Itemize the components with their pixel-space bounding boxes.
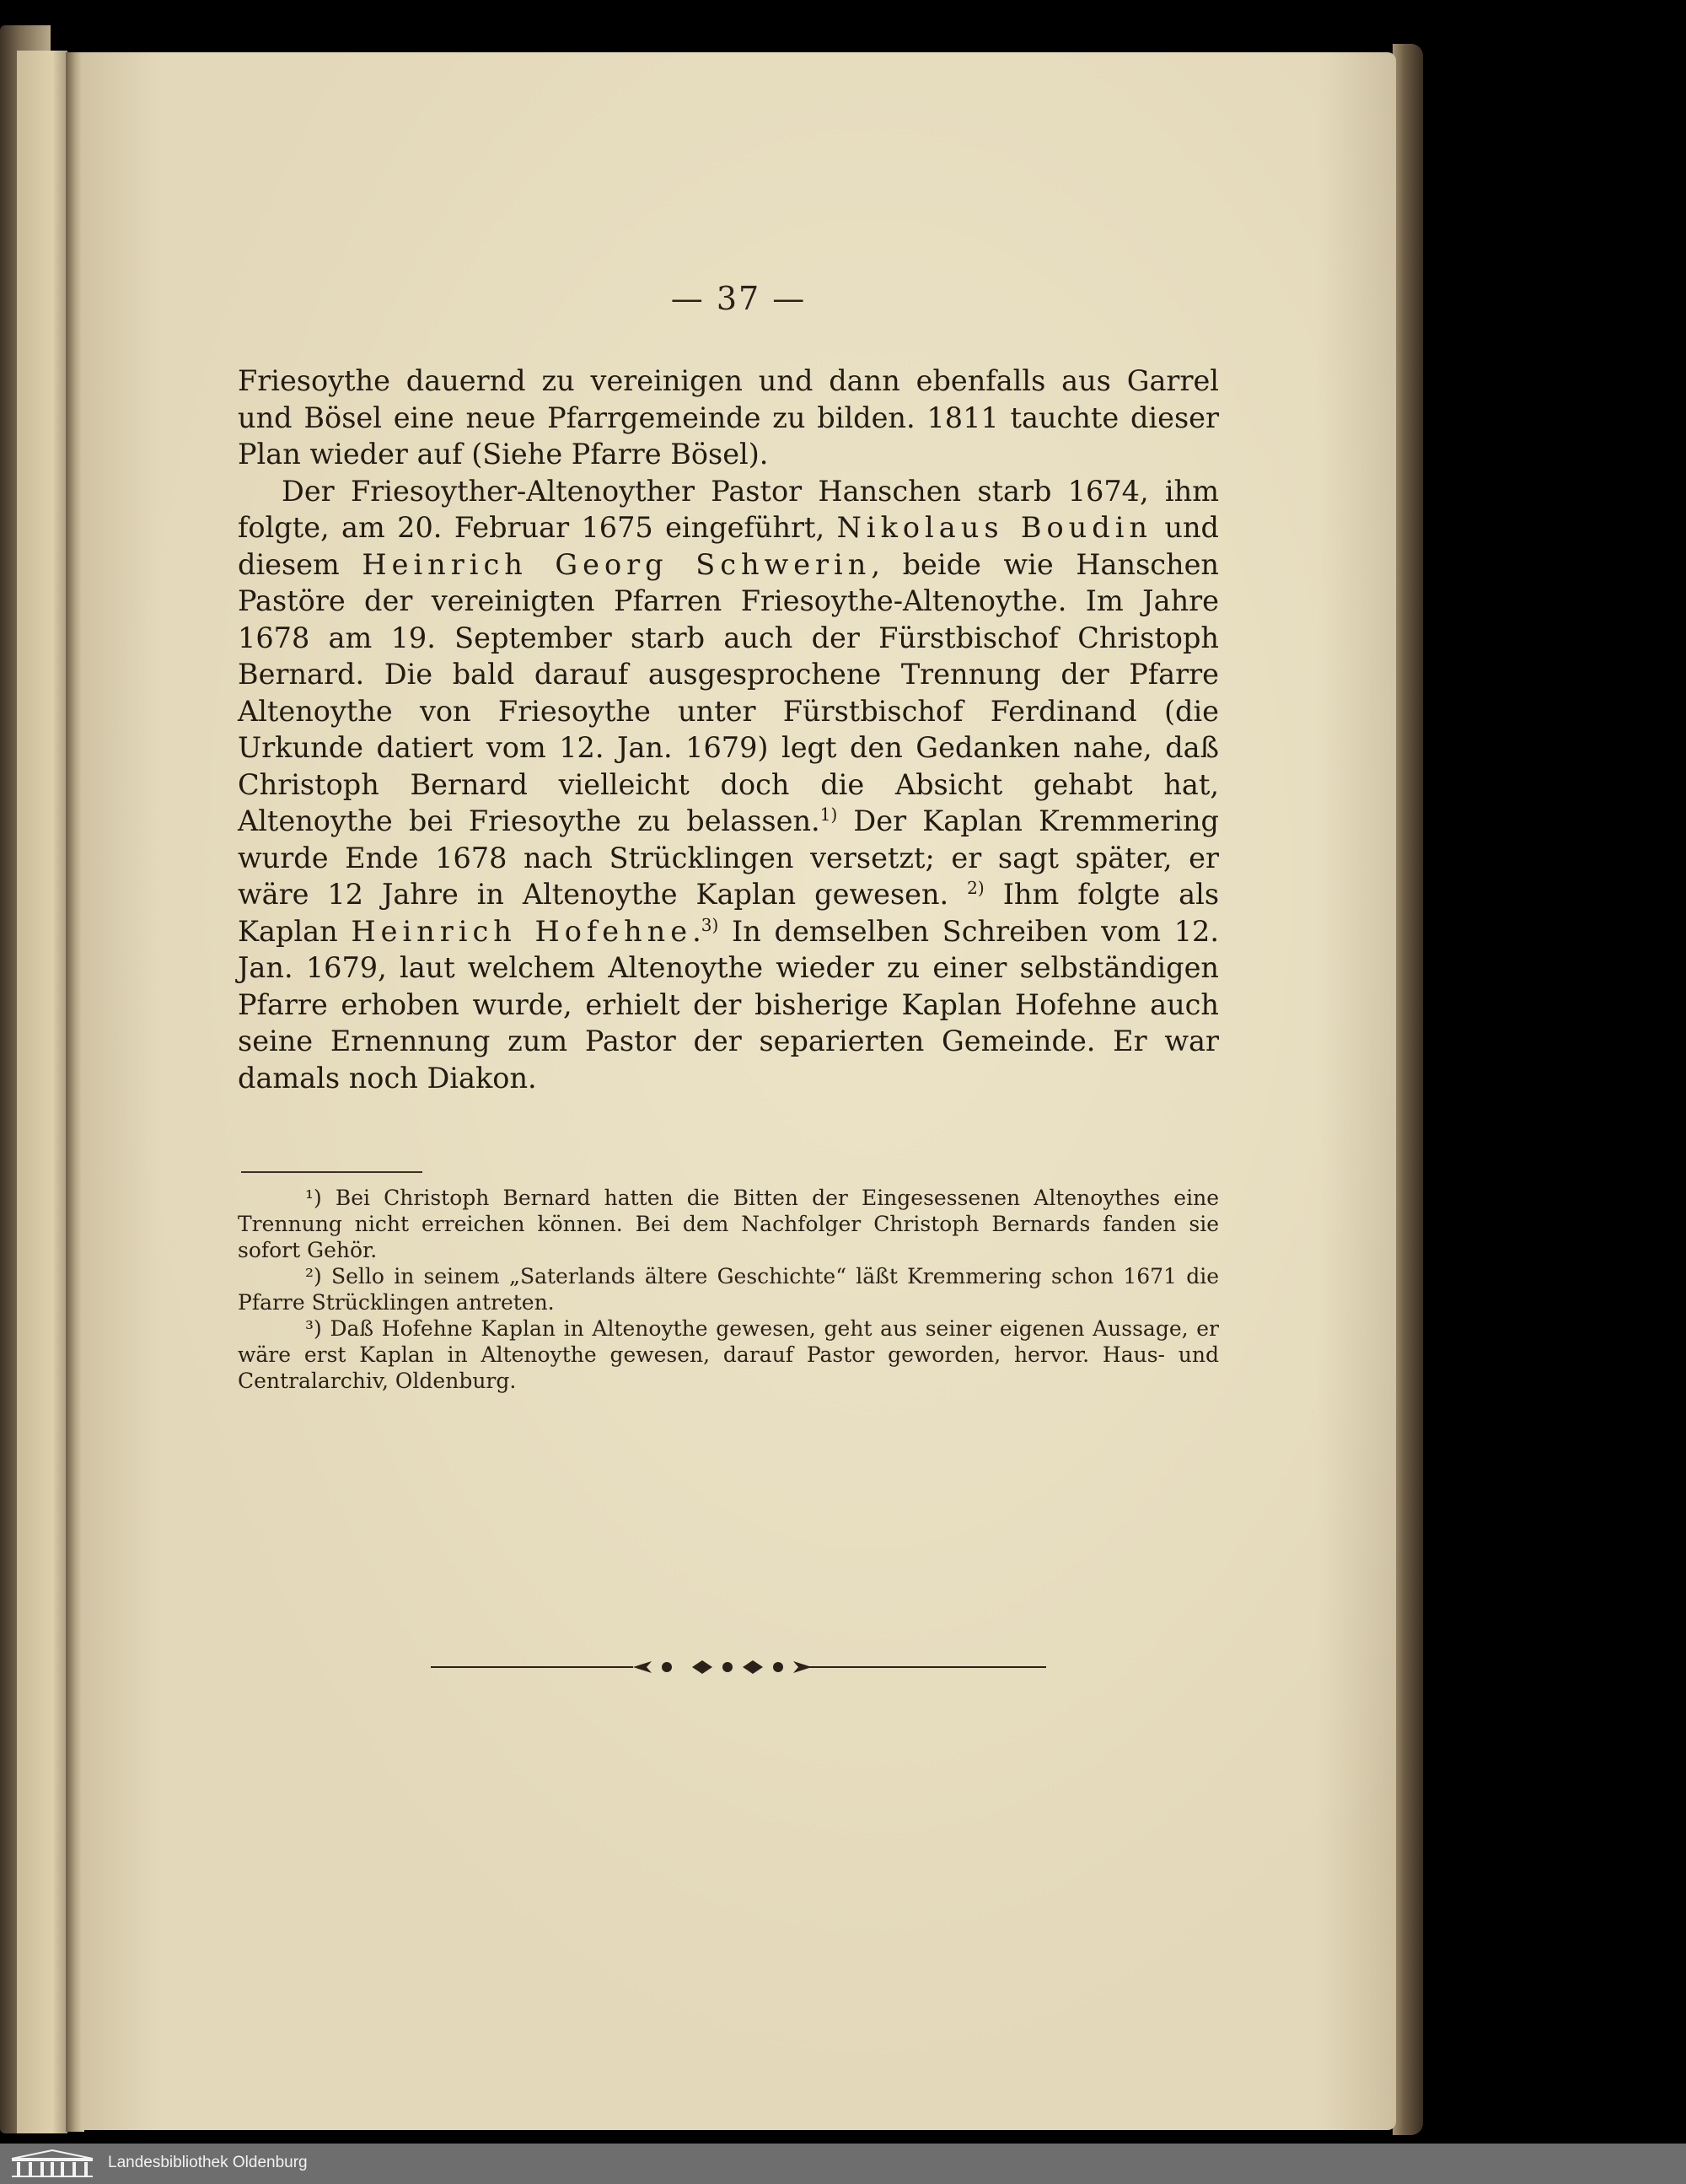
footnotes <box>238 1185 1219 1394</box>
text-segment: Der Kaplan Kremmering wurde Ende 1678 nach Strücklingen versetzt; er sagt später, er wäre 12 Jahre in Altenoythe Kaplan gewesen. <box>238 804 1219 911</box>
library-building-icon <box>8 2149 96 2179</box>
ornament-divider <box>431 1654 1046 1680</box>
text-segment: Der Friesoyther-Altenoyther Pastor Hanschen starb 1674, ihm folgte, am 20. Februar 1675 eingeführt, <box>238 474 1219 544</box>
paragraph-1: Friesoythe dauernd zu vereinigen und dann ebenfalls aus Garrel und Bösel eine neue Pfarrgemeinde zu bilden. 1811 tauchte dieser Plan wieder auf (Siehe Pfarre Bösel). <box>238 364 1219 471</box>
footnote-2: ²) Sello in seinem „Saterlands ältere Geschichte“ läßt Kremmering schon 1671 die Pfarre Strücklingen antreten. <box>238 1264 1219 1315</box>
person-name: Heinrich Georg Schwerin <box>362 547 872 581</box>
footnote-ref: 2) <box>967 877 985 898</box>
page-number: — 37 — <box>670 280 807 317</box>
text-segment: und diesem <box>238 511 1219 581</box>
footnote-separator <box>241 1171 422 1173</box>
footnote-3: ³) Daß Hofehne Kaplan in Altenoythe gewesen, geht aus seiner eigenen Aussage, er wäre erst Kaplan in Altenoythe gewesen, darauf Pastor geworden, hervor. Haus- und Centralarchiv, Oldenburg. <box>238 1316 1219 1393</box>
footnote-ref: 1) <box>819 804 838 825</box>
footnote-1: ¹) Bei Christoph Bernard hatten die Bitten der Eingesessenen Altenoythes eine Trennung nicht erreichen können. Bei dem Nachfolger Christoph Bernards fanden sie sofort Gehör. <box>238 1186 1219 1262</box>
person-name: Nikolaus Boudin <box>836 511 1152 544</box>
footer-library-name[interactable]: Landesbibliothek Oldenburg <box>108 2154 308 2171</box>
person-name: Heinrich Hofehne <box>351 914 693 948</box>
left-page-edge <box>17 51 67 2133</box>
body-text <box>238 363 1219 1096</box>
text-segment: In demselben Schreiben vom 12. Jan. 1679, laut welchem Altenoythe wieder zu einer selbständigen Pfarre erhoben wurde, erhielt der bisherige Kaplan Hofehne auch seine Ernennung zum Pastor der separierten Gemeinde. Er war damals noch Diakon. <box>238 914 1219 1095</box>
book-page <box>81 52 1396 2130</box>
paragraph-2: Der Friesoyther-Altenoyther Pastor Hanschen starb 1674, ihm folgte, am 20. Februar 1675 eingeführt, Nikolaus Boudin und diesem Heinrich Georg Schwerin, beide wie Hanschen Pastöre der vereinigten Pfarren Friesoythe-Altenoythe. Im Jahre 1678 am 19. September starb auch der Fürstbischof Christoph Bernard. Die bald darauf ausgesprochene Trennung der Pfarre Altenoythe von Friesoythe unter Fürstbischof Ferdinand (die Urkunde datiert vom 12. Jan. 1679) legt den Gedanken nahe, daß Christoph Bernard vielleicht doch die Absicht gehabt hat, Altenoythe bei Friesoythe zu belassen.$^{1)}$ Der Kaplan Kremmering wurde Ende 1678 nach Strücklingen versetzt; er sagt später, er wäre 12 Jahre in Altenoythe Kaplan gewesen. $^{2)}$ Ihm folgte als Kaplan Heinrich Hofehne.$^{3)}$ In demselben Schreiben vom 12. Jan. 1679, laut welchem Altenoythe wieder zu einer selbständigen Pfarre erhoben wurde, erhielt der bisherige Kaplan Hofehne auch seine Ernennung zum Pastor der separierten Gemeinde. Er war damals noch Diakon. <box>238 474 1220 1095</box>
text-segment: Ihm folgte als Kaplan <box>238 878 1220 948</box>
footnote-ref: 3) <box>701 914 719 935</box>
right-page-edge <box>1393 44 1423 2135</box>
footer-bar <box>0 2144 1686 2184</box>
text-segment: , beide wie Hanschen Pastöre der vereinigten Pfarren Friesoythe-Altenoythe. Im Jahre 1678 am 19. September starb auch der Fürstbischof Christoph Bernard. Die bald darauf ausgesprochene Trennung der Pfarre Altenoythe von Friesoythe unter Fürstbischof Ferdinand (die Urkunde datiert vom 12. Jan. 1679) legt den Gedanken nahe, daß Christoph Bernard vielleicht doch die Absicht gehabt hat, Altenoythe bei Friesoythe zu belassen. <box>238 547 1219 837</box>
